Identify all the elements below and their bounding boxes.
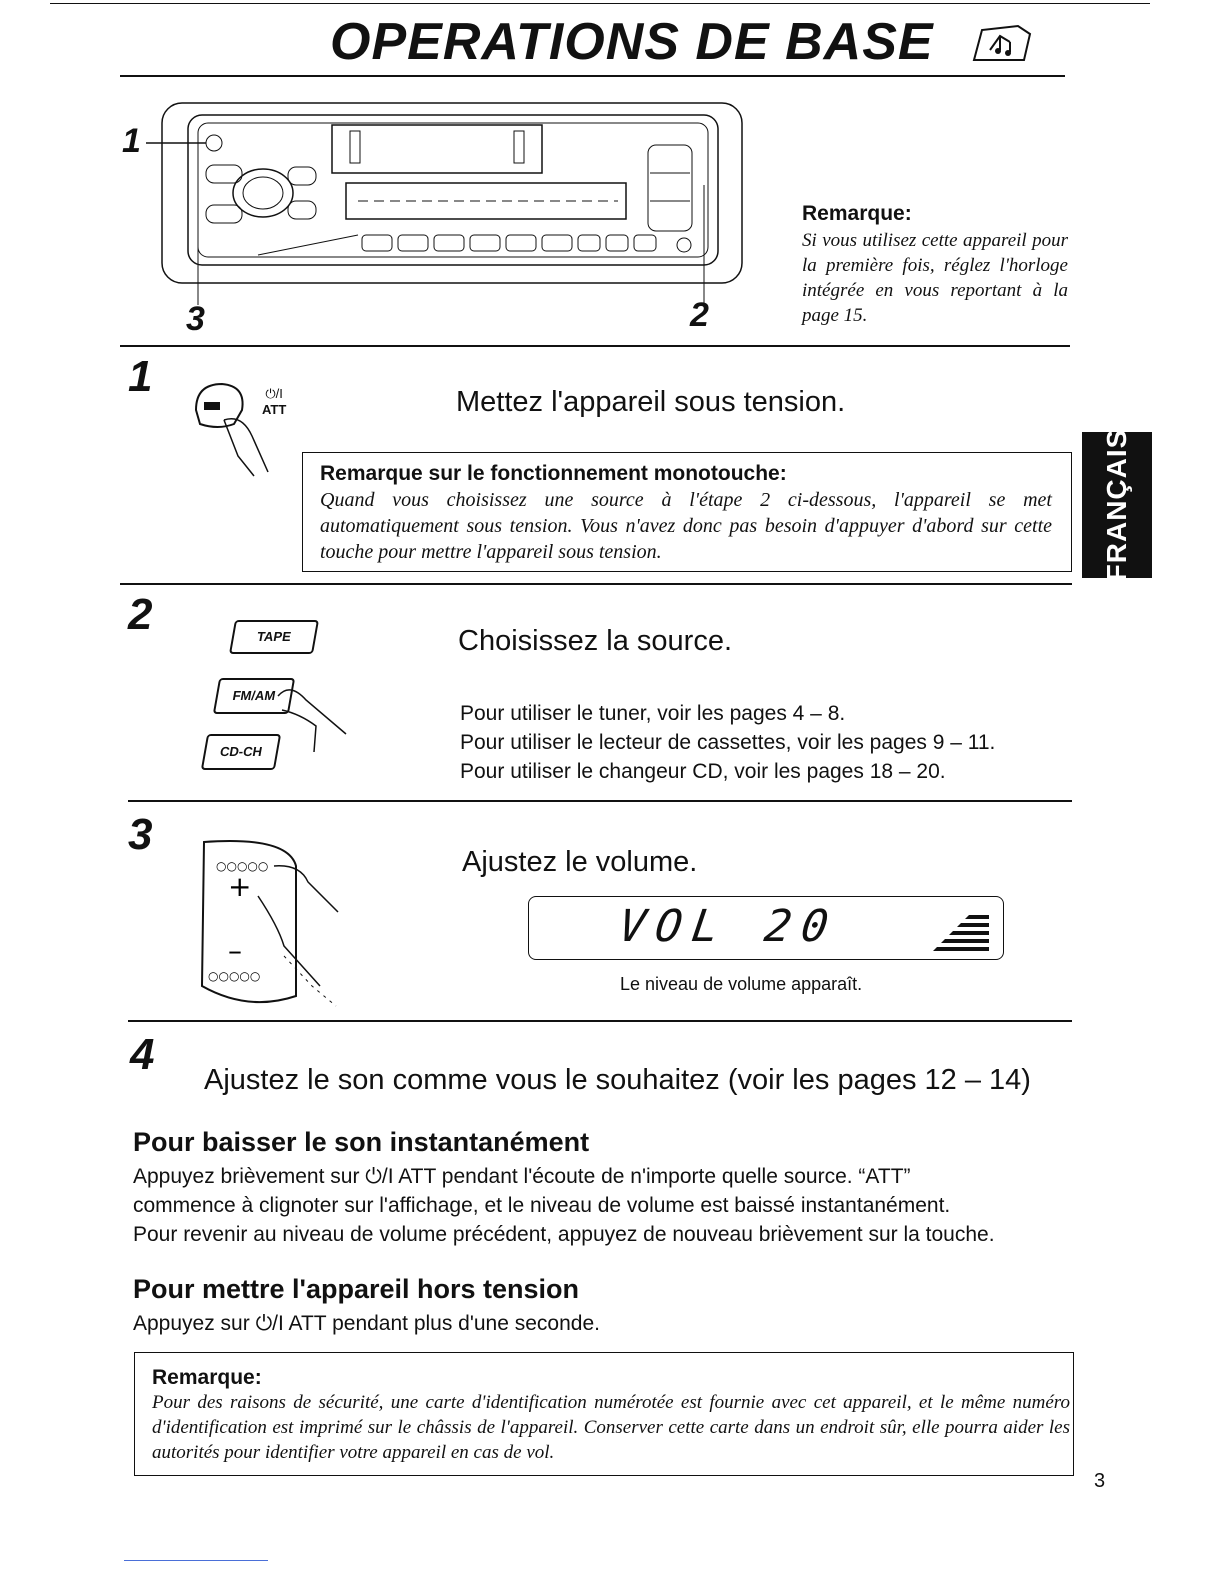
svg-text:○○○○○: ○○○○○ xyxy=(216,859,269,873)
callout-3: 3 xyxy=(186,300,205,338)
security-note-body: Pour des raisons de sécurité, une carte d'identification numérotée est fournie avec cet appareil, et le même numéro d'identification est imprimé sur le châssis de l'appareil. Conserver cette carte dans un endroit sûr, elle pourra aider les autorités pour identifier votre appareil en cas de vol. xyxy=(152,1392,1070,1463)
intro-note-heading: Remarque: xyxy=(802,202,912,225)
att-line-3: Pour revenir au niveau de volume précédent, appuyez de nouveau brièvement sur la touche. xyxy=(133,1223,995,1246)
step-4-instruction: Ajustez le son comme vous le souhaitez (voir les pages 12 – 14) xyxy=(204,1064,1031,1096)
tape-button: TAPE xyxy=(229,620,319,654)
power-off-heading: Pour mettre l'appareil hors tension xyxy=(133,1274,580,1304)
language-tab: FRANÇAIS xyxy=(1082,432,1152,578)
callout-1: 1 xyxy=(122,122,141,160)
cd-ch-button: CD-CH xyxy=(201,734,281,770)
step-2-instruction: Choisissez la source. xyxy=(458,625,732,657)
att-line-2: commence à clignoter sur l'affichage, et le niveau de volume est baissé instantanément. xyxy=(133,1194,951,1217)
power-att-label-bottom: ATT xyxy=(262,402,287,417)
tuner-pages-line: Pour utiliser le tuner, voir les pages 4 – 8. xyxy=(460,702,846,725)
step-4-number: 4 xyxy=(130,1030,155,1079)
power-off-body: Appuyez sur ⏻/I ATT pendant plus d'une seconde. xyxy=(133,1312,600,1335)
step-1-number: 1 xyxy=(128,352,153,401)
att-section-heading: Pour baisser le son instantanément xyxy=(133,1127,590,1157)
att-line-1: Appuyez brièvement sur ⏻/I ATT pendant l'écoute de n'importe quelle source. “ATT” xyxy=(133,1165,911,1188)
step-1-instruction: Mettez l'appareil sous tension. xyxy=(456,386,846,418)
volume-level-meter-icon xyxy=(929,903,993,953)
finger-pressing-icon xyxy=(276,676,356,766)
volume-lcd-display xyxy=(528,896,1004,960)
callout-2: 2 xyxy=(690,296,709,334)
step-3-number: 3 xyxy=(128,810,153,859)
page-title: OPERATIONS DE BASE xyxy=(330,13,934,71)
volume-knob-finger-icon xyxy=(188,836,348,1020)
power-att-label-top: ⏻/I xyxy=(265,386,283,401)
intro-note-body: Si vous utilisez cette appareil pour la première fois, réglez l'horloge intégrée en vous reportant à la page 15. xyxy=(802,230,1068,326)
monotouch-note-heading: Remarque sur le fonctionnement monotouche: xyxy=(320,462,787,485)
music-note-icon xyxy=(968,20,1040,70)
monotouch-note-body: Quand vous choisissez une source à l'étape 2 ci-dessous, l'appareil se met automatiquement sous tension. Vous n'avez donc pas besoin d'appuyer d'abord sur cette touche pour mettre l'appareil sous tension. xyxy=(320,489,1052,563)
step-2-number: 2 xyxy=(128,590,153,639)
page-number: 3 xyxy=(1094,1470,1106,1492)
svg-text:○○○○○: ○○○○○ xyxy=(208,969,261,983)
cd-changer-pages-line: Pour utiliser le changeur CD, voir les pages 18 – 20. xyxy=(460,760,946,783)
security-note-heading: Remarque: xyxy=(152,1366,262,1389)
car-stereo-front-panel-diagram xyxy=(118,95,758,335)
svg-text:+: + xyxy=(228,870,252,903)
volume-display-text: VOL 20 xyxy=(615,901,842,952)
fm-am-button: FM/AM xyxy=(213,678,295,714)
att-section-body xyxy=(133,1162,995,1249)
svg-text:–: – xyxy=(228,934,242,967)
step-3-instruction: Ajustez le volume. xyxy=(462,846,698,878)
source-page-list xyxy=(460,699,995,786)
volume-caption: Le niveau de volume apparaît. xyxy=(620,974,863,994)
cassette-pages-line: Pour utiliser le lecteur de cassettes, voir les pages 9 – 11. xyxy=(460,731,996,754)
